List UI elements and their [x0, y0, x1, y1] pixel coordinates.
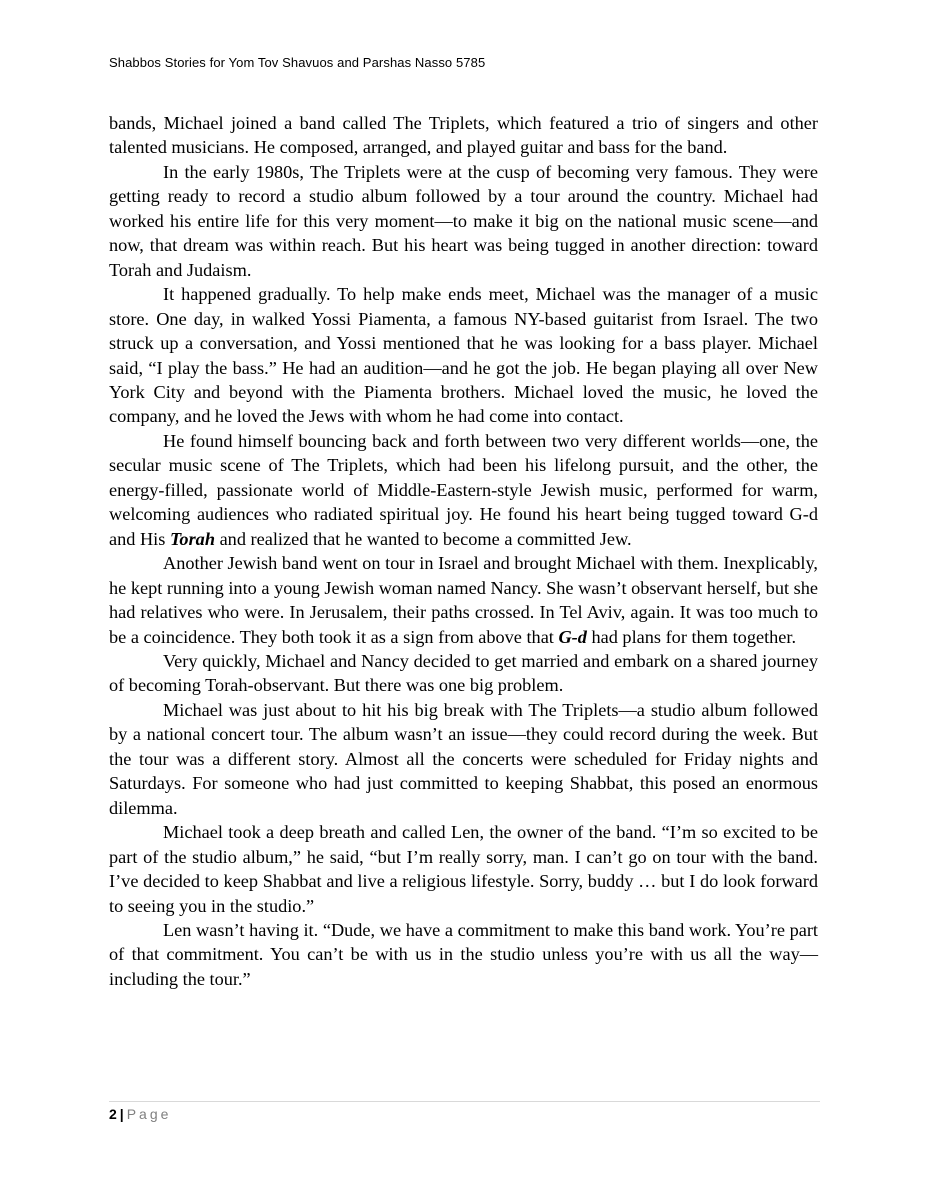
footer-divider	[109, 1101, 820, 1102]
paragraph-5-text-b: had plans for them together.	[586, 626, 797, 647]
paragraph-3: It happened gradually. To help make ends meet, Michael was the manager of a music store. One day, in walked Yossi Piamenta, a famous NY-based guitarist from Israel. The two struck up a conversation, and Yossi mentioned that he was looking for a bass player. Michael said, “I play the bass.” He had an audition—and he got the job. He began playing all over New York City and beyond with the Piamenta brothers. Michael loved the music, he loved the company, and he loved the Jews with whom he had come into contact.	[109, 284, 818, 427]
paragraph-7: Michael was just about to hit his big break with The Triplets—a studio album followed by a national concert tour. The album wasn’t an issue—they could record during the week. But the tour was a different story. Almost all the concerts were scheduled for Friday nights and Saturdays. For someone who had just committed to keeping Shabbat, this posed an enormous dilemma.	[109, 699, 818, 818]
running-header: Shabbos Stories for Yom Tov Shavuos and Parshas Nasso 5785	[109, 55, 486, 70]
paragraph-9: Len wasn’t having it. “Dude, we have a commitment to make this band work. You’re part of that commitment. You can’t be with us in the studio unless you’re with us all the way—including the tour.”	[109, 919, 818, 989]
page-number: 2	[109, 1106, 117, 1122]
paragraph-5	[109, 551, 818, 649]
paragraph-5-text-a: Another Jewish band went on tour in Israel and brought Michael with them. Inexplicably, he kept running into a young Jewish woman named Nancy. She wasn’t observant herself, but she had relatives who were. In Jerusalem, their paths crossed. In Tel Aviv, again. It was too much to be a coincidence. They both took it as a sign from above that	[109, 553, 818, 647]
page-label: Page	[126, 1106, 172, 1122]
paragraph-4-text-a: He found himself bouncing back and forth between two very different worlds—one, the secular music scene of The Triplets, which had been his lifelong pursuit, and the other, the energy-filled, passionate world of Middle-Eastern-style Jewish music, performed for warm, welcoming audiences who radiated spiritual joy. He found his heart being tugged toward G-d and His	[109, 430, 818, 549]
emphasis-g-d: G-d	[558, 626, 587, 647]
page-separator: |	[119, 1106, 124, 1122]
paragraph-1: bands, Michael joined a band called The Triplets, which featured a trio of singers and other talented musicians. He composed, arranged, and played guitar and bass for the band.	[109, 113, 818, 158]
paragraph-8: Michael took a deep breath and called Len, the owner of the band. “I’m so excited to be part of the studio album,” he said, “but I’m really sorry, man. I can’t go on tour with the band. I’ve decided to keep Shabbat and live a religious lifestyle. Sorry, buddy … but I do look forward to seeing you in the studio.”	[109, 822, 818, 916]
body-text	[109, 111, 818, 991]
emphasis-torah: Torah	[169, 528, 215, 549]
paragraph-6: Very quickly, Michael and Nancy decided to get married and embark on a shared journey of becoming Torah-observant. But there was one big problem.	[109, 650, 818, 696]
paragraph-4-text-b: and realized that he wanted to become a committed Jew.	[215, 528, 632, 549]
paragraph-4	[109, 429, 818, 551]
page-footer	[109, 1106, 171, 1122]
paragraph-2: In the early 1980s, The Triplets were at the cusp of becoming very famous. They were getting ready to record a studio album followed by a tour around the country. Michael had worked his entire life for this very moment—to make it big on the national music scene—and now, that dream was within reach. But his heart was being tugged in another direction: toward Torah and Judaism.	[109, 161, 818, 280]
